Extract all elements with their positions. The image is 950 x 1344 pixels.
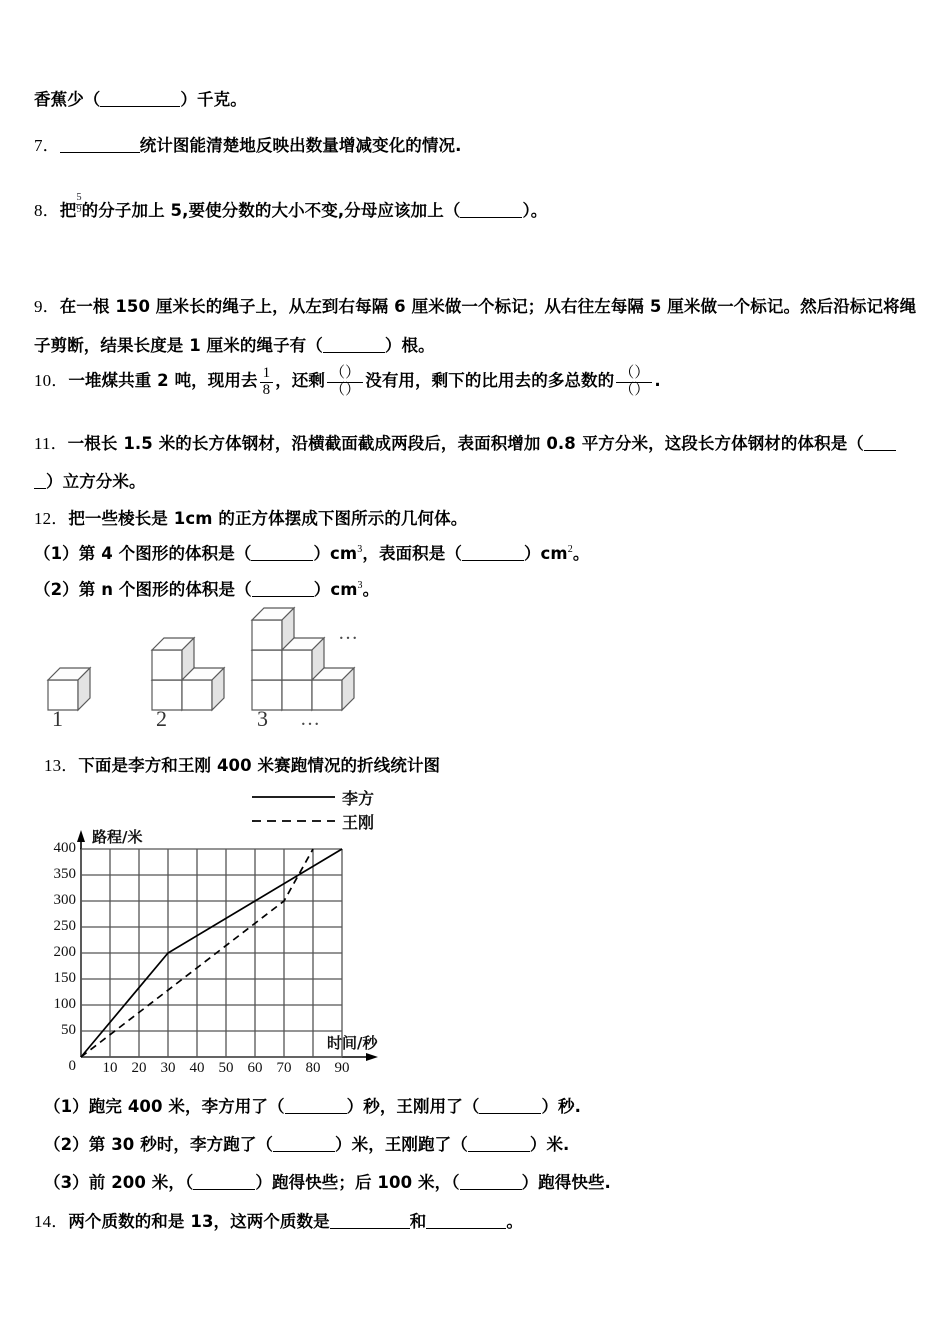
question-6-tail	[34, 86, 247, 113]
q13-number: 13．	[44, 756, 79, 775]
question-13-stem	[44, 752, 440, 779]
x-tick-50: 50	[218, 1060, 234, 1076]
question-7	[34, 132, 461, 159]
q11-blank-part1	[864, 450, 896, 451]
q12-sub1-a: （1）第 4 个图形的体积是（	[34, 544, 252, 563]
cube-figure-svg	[30, 596, 390, 736]
q10-fraction-2	[327, 366, 363, 399]
q13-sub3-a: （3）前 200 米，（	[44, 1173, 194, 1192]
q10-frac1-denominator: 8	[260, 382, 274, 399]
q6-blank	[100, 106, 180, 107]
question-13-sub1	[44, 1093, 581, 1120]
q6-post-text: ）千克。	[180, 90, 247, 109]
question-13-sub3	[44, 1169, 611, 1196]
q13-sub1-a: （1）跑完 400 米，李方用了（	[44, 1097, 285, 1116]
x-axis-label: 时间/秒	[327, 1034, 378, 1052]
q8-post-text: ）。	[522, 201, 548, 221]
y-tick-250: 250	[53, 918, 76, 934]
q12-sub1-blank2	[462, 560, 524, 561]
question-12-stem	[34, 505, 467, 532]
y-tick-50: 50	[61, 1022, 76, 1038]
cube-figure-2	[152, 638, 224, 710]
q14-pre-text: 两个质数的和是 13，这两个质数是	[68, 1212, 330, 1231]
q10-fraction-3	[616, 366, 652, 399]
x-tick-10: 10	[102, 1060, 118, 1076]
q13-sub3-b: ）跑得快些；后 100 米，（	[255, 1173, 460, 1192]
q13-sub2-blank2	[468, 1151, 530, 1152]
q12-sub2-sup: 3	[357, 580, 363, 592]
q14-number: 14．	[34, 1212, 69, 1231]
q12-sub1-sup2: 2	[567, 544, 573, 556]
q12-sub2-b: ）cm	[313, 580, 358, 599]
q10-number: 10．	[34, 370, 69, 390]
q10-frac1-numerator: 1	[262, 365, 271, 381]
q14-blank1	[330, 1228, 410, 1229]
q13-stem-text: 下面是李方和王刚 400 米赛跑情况的折线统计图	[78, 756, 441, 775]
cube-label-2: 2	[156, 706, 167, 731]
q12-sub1-e: 。	[572, 544, 590, 563]
q13-sub1-c: ）秒.	[541, 1097, 582, 1116]
question-10	[34, 366, 661, 399]
question-9-line1	[34, 293, 916, 320]
cube-ellipsis-bottom: …	[300, 708, 322, 730]
q12-sub2-c: 。	[362, 580, 380, 599]
x-tick-60: 60	[247, 1060, 263, 1076]
q14-blank2	[426, 1228, 506, 1229]
q12-sub1-blank1	[251, 560, 313, 561]
q7-blank	[60, 152, 140, 153]
q9-line2-post: ）根。	[384, 336, 435, 355]
q10-frac3-denominator: （）	[616, 382, 652, 399]
q13-sub3-blank1	[193, 1189, 255, 1190]
q11-line1-text: 一根长 1.5 米的长方体钢材，沿横截面截成两段后，表面积增加 0.8 平方分米，这段长方体钢材的体积是（	[67, 434, 864, 453]
line-chart	[40, 780, 460, 1080]
q11-blank-part2	[34, 488, 46, 489]
q8-pre-text: 把	[59, 201, 77, 221]
legend-label-lifang: 李方	[342, 789, 375, 808]
q10-frac2-denominator: （）	[327, 382, 363, 399]
chart-gridlines-horizontal	[81, 849, 342, 1057]
q13-sub1-blank2	[479, 1113, 541, 1114]
q10-text-4: .	[654, 370, 661, 390]
x-tick-20: 20	[131, 1060, 147, 1076]
q8-blank	[460, 217, 522, 218]
y-axis-label: 路程/米	[92, 828, 143, 846]
question-9-line2	[34, 332, 435, 359]
question-11-line2	[34, 468, 146, 495]
q12-sub1-sup1: 3	[357, 544, 363, 556]
q9-line1-text: 在一根 150 厘米长的绳子上，从左到右每隔 6 厘米做一个标记；从右往左每隔 5 厘米做一个标记。然后沿标记将绳	[59, 297, 917, 316]
question-8	[34, 193, 547, 225]
cube-figure-1	[48, 668, 90, 710]
q9-line2-pre: 子剪断，结果长度是 1 厘米的绳子有（	[34, 336, 323, 355]
q10-fraction-1	[260, 366, 274, 399]
q8-mid-text: 的分子加上 5,要使分数的大小不变,分母应该加上（	[81, 201, 461, 221]
chart-svg	[40, 780, 460, 1080]
y-tick-350: 350	[53, 866, 76, 882]
q13-sub2-c: ）米.	[529, 1135, 570, 1154]
question-14	[34, 1208, 523, 1235]
q7-number: 7．	[34, 136, 60, 155]
q10-text-3: 没有用，剩下的比用去的多总数的	[365, 370, 615, 390]
y-tick-200: 200	[53, 944, 76, 960]
x-tick-40: 40	[189, 1060, 205, 1076]
question-13-sub2	[44, 1131, 569, 1158]
y-tick-300: 300	[53, 892, 76, 908]
q12-sub1-b: ）cm	[313, 544, 358, 563]
legend-label-wanggang: 王刚	[342, 813, 375, 832]
q8-fraction-denominator: 9	[76, 203, 82, 215]
q12-stem-text: 把一些棱长是 1cm 的正方体摆成下图所示的几何体。	[68, 509, 468, 528]
q6-pre-text: 香蕉少（	[34, 90, 101, 109]
cube-label-3: 3	[257, 706, 268, 731]
q11-line2-text: ）立方分米。	[46, 472, 146, 491]
q13-sub2-b: ）米，王刚跑了（	[335, 1135, 468, 1154]
q12-number: 12．	[34, 509, 69, 528]
q10-text-2: ，还剩	[275, 370, 326, 390]
y-tick-100: 100	[53, 996, 76, 1012]
q12-sub1-d: ）cm	[523, 544, 568, 563]
cube-label-1: 1	[52, 706, 63, 731]
q13-sub3-c: ）跑得快些.	[521, 1173, 611, 1192]
q13-sub2-a: （2）第 30 秒时，李方跑了（	[44, 1135, 274, 1154]
q13-sub1-b: ）秒，王刚用了（	[346, 1097, 480, 1116]
x-tick-70: 70	[276, 1060, 292, 1076]
y-tick-150: 150	[53, 970, 76, 986]
q8-fraction-numerator: 5	[76, 192, 82, 203]
q13-sub3-blank2	[460, 1189, 522, 1190]
cube-figure-group	[30, 596, 390, 736]
q12-sub1-c: ，表面积是（	[362, 544, 462, 563]
cube-ellipsis-top: …	[338, 622, 360, 644]
y-tick-400: 400	[53, 840, 76, 856]
q13-sub1-blank1	[285, 1113, 347, 1114]
q13-sub2-blank1	[273, 1151, 335, 1152]
x-tick-30: 30	[160, 1060, 176, 1076]
q10-text-1: 一堆煤共重 2 吨，现用去	[68, 370, 258, 390]
question-11-line1	[34, 430, 896, 457]
x-tick-90: 90	[334, 1060, 350, 1076]
q9-number: 9．	[34, 297, 60, 316]
q10-frac3-numerator: （）	[619, 365, 650, 381]
q14-mid-text: 和	[409, 1212, 427, 1231]
q7-text: 统计图能清楚地反映出数量增减变化的情况.	[139, 136, 462, 155]
y-tick-0: 0	[68, 1058, 76, 1074]
q11-number: 11．	[34, 434, 68, 453]
x-tick-80: 80	[305, 1060, 321, 1076]
question-12-sub1	[34, 540, 589, 567]
q14-post-text: 。	[506, 1212, 523, 1231]
q10-frac2-numerator: （）	[330, 365, 361, 381]
q12-sub2-a: （2）第 n 个图形的体积是（	[34, 580, 252, 599]
q8-number: 8．	[34, 201, 60, 221]
q9-blank	[323, 352, 385, 353]
